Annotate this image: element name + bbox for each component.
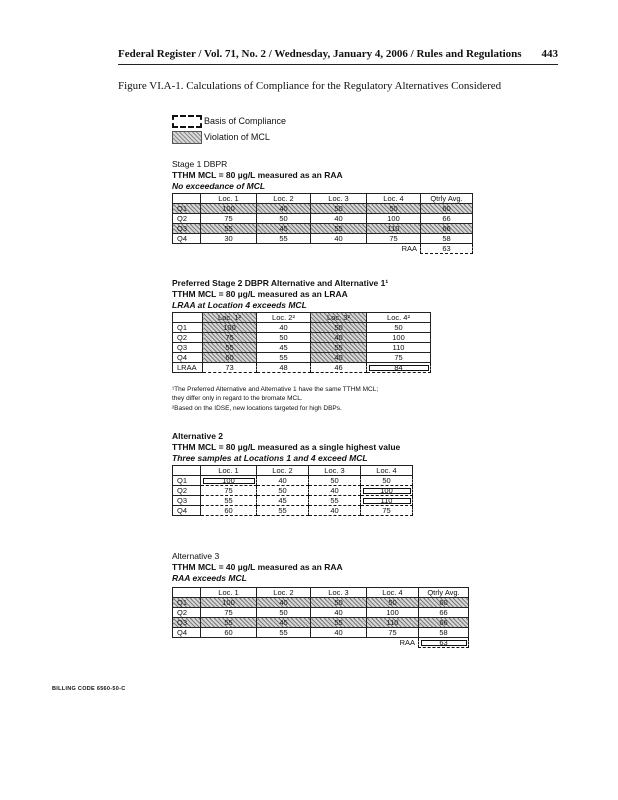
cell: 58 xyxy=(419,628,469,638)
cell: 110 xyxy=(361,496,413,506)
raa-label: RAA xyxy=(401,244,417,254)
raa-row xyxy=(173,638,469,648)
cell: 55 xyxy=(257,234,311,244)
row-label: Q3 xyxy=(173,343,203,353)
header-cell xyxy=(173,313,203,323)
s2-note-2: they differ only in regard to the bromate MCL. xyxy=(172,395,303,402)
header-cell: Qtrly Avg. xyxy=(419,588,469,598)
cell: 40 xyxy=(257,204,311,214)
header-cell: Loc. 2² xyxy=(257,313,311,323)
cell: 75 xyxy=(367,234,421,244)
s1-mcl: TTHM MCL = 80 µg/L measured as an RAA xyxy=(172,170,343,180)
s1-status: No exceedance of MCL xyxy=(172,181,266,191)
cell: 55 xyxy=(201,224,257,234)
raa-label: RAA xyxy=(399,638,415,648)
s3-title: Alternative 2 xyxy=(172,431,224,441)
s2-note-1: ¹The Preferred Alternative and Alternative 1 have the same TTHM MCL; xyxy=(172,386,379,393)
cell: 45 xyxy=(257,343,311,353)
cell: 75 xyxy=(201,214,257,224)
header-cell: Loc. 3 xyxy=(311,588,367,598)
s4-status: RAA exceeds MCL xyxy=(172,573,247,583)
cell: 50 xyxy=(309,476,361,486)
cell: 55 xyxy=(201,618,257,628)
table-row xyxy=(173,496,413,506)
cell: 50 xyxy=(367,204,421,214)
cell: 100 xyxy=(367,608,419,618)
s3-status: Three samples at Locations 1 and 4 exceed MCL xyxy=(172,453,368,463)
cell: 50 xyxy=(367,323,431,333)
s1-table xyxy=(172,193,473,254)
s4-mcl: TTHM MCL = 40 µg/L measured as an RAA xyxy=(172,562,343,572)
legend-label-basis: Basis of Compliance xyxy=(204,116,287,126)
cell: 75 xyxy=(201,608,257,618)
cell: 110 xyxy=(367,618,419,628)
cell: 100 xyxy=(201,476,257,486)
row-label: Q2 xyxy=(173,608,201,618)
row-label: Q4 xyxy=(173,353,203,363)
cell: 40 xyxy=(311,333,367,343)
cell: 55 xyxy=(201,496,257,506)
cell: 55 xyxy=(257,628,311,638)
cell: 55 xyxy=(203,343,257,353)
header-cell: Qtrly Avg. xyxy=(421,194,473,204)
table-row xyxy=(173,214,473,224)
row-label: Q4 xyxy=(173,628,201,638)
cell: 100 xyxy=(367,333,431,343)
row-label: Q1 xyxy=(173,476,201,486)
row-label: Q2 xyxy=(173,486,201,496)
header-cell: Loc. 3² xyxy=(311,313,367,323)
cell: 40 xyxy=(311,234,367,244)
s2-table xyxy=(172,312,431,373)
cell: 75 xyxy=(367,353,431,363)
cell: 84 xyxy=(367,363,431,373)
cell: 40 xyxy=(257,598,311,608)
cell: 60 xyxy=(421,204,473,214)
cell: 100 xyxy=(201,204,257,214)
legend-swatch-basis xyxy=(172,115,202,128)
header-cell: Loc. 4 xyxy=(361,466,413,476)
table-row xyxy=(173,608,469,618)
header-cell: Loc. 4 xyxy=(367,588,419,598)
cell: 75 xyxy=(201,486,257,496)
header-cell xyxy=(173,194,201,204)
header-rule xyxy=(118,64,558,65)
running-header xyxy=(118,48,558,64)
row-label: Q1 xyxy=(173,598,201,608)
row-label: Q3 xyxy=(173,496,201,506)
cell: 50 xyxy=(361,476,413,486)
header-cell xyxy=(173,588,201,598)
cell: 75 xyxy=(367,628,419,638)
table-header-row xyxy=(173,466,413,476)
cell: 45 xyxy=(257,496,309,506)
raa-row xyxy=(173,244,473,254)
legend-swatch-violation xyxy=(172,131,202,144)
table-row xyxy=(173,204,473,214)
table-row xyxy=(173,333,431,343)
cell: 60 xyxy=(419,598,469,608)
table-header-row xyxy=(173,194,473,204)
header-cell: Loc. 1 xyxy=(201,466,257,476)
figure-title: Figure VI.A-1. Calculations of Compliance for the Regulatory Alternatives Considered xyxy=(118,80,502,92)
cell: 40 xyxy=(257,323,311,333)
cell: 60 xyxy=(201,628,257,638)
cell: 40 xyxy=(311,608,367,618)
row-label: Q3 xyxy=(173,618,201,628)
cell: 60 xyxy=(203,353,257,363)
cell: 30 xyxy=(201,234,257,244)
cell: 66 xyxy=(421,224,473,234)
cell: 45 xyxy=(257,224,311,234)
table-header-row xyxy=(173,313,431,323)
cell: 100 xyxy=(201,598,257,608)
header-cell: Loc. 4 xyxy=(367,194,421,204)
cell: 55 xyxy=(311,618,367,628)
cell: 60 xyxy=(201,506,257,516)
cell: 40 xyxy=(257,476,309,486)
billing-code: BILLING CODE 6560-50-C xyxy=(52,686,126,692)
cell: 40 xyxy=(311,628,367,638)
header-cell: Loc. 3 xyxy=(311,194,367,204)
raa-value: 63 xyxy=(421,244,473,254)
row-label: Q2 xyxy=(173,214,201,224)
table-row xyxy=(173,506,413,516)
row-label: Q4 xyxy=(173,506,201,516)
table-row xyxy=(173,486,413,496)
s2-note-3: ²Based on the IDSE, new locations targeted for high DBPs. xyxy=(172,405,342,412)
cell: 48 xyxy=(257,363,311,373)
cell: 55 xyxy=(311,224,367,234)
cell: 73 xyxy=(203,363,257,373)
header-cell: Loc. 3 xyxy=(309,466,361,476)
table-row xyxy=(173,224,473,234)
table-row xyxy=(173,628,469,638)
row-label: Q2 xyxy=(173,333,203,343)
cell: 55 xyxy=(309,496,361,506)
cell: 100 xyxy=(203,323,257,333)
journal-line: Federal Register / Vol. 71, No. 2 / Wednesday, January 4, 2006 / Rules and Regulations xyxy=(118,48,522,60)
table-row xyxy=(173,353,431,363)
row-label: Q3 xyxy=(173,224,201,234)
s2-title: Preferred Stage 2 DBPR Alternative and Alternative 1¹ xyxy=(172,278,389,288)
cell: 40 xyxy=(311,353,367,363)
cell: 40 xyxy=(309,486,361,496)
cell: 55 xyxy=(257,353,311,363)
cell: 50 xyxy=(311,204,367,214)
cell: 100 xyxy=(367,214,421,224)
row-label: LRAA xyxy=(173,363,203,373)
header-cell: Loc. 2 xyxy=(257,194,311,204)
table-row xyxy=(173,476,413,486)
header-cell xyxy=(173,466,201,476)
s4-table xyxy=(172,587,469,648)
header-cell: Loc. 2 xyxy=(257,466,309,476)
cell: 40 xyxy=(311,214,367,224)
cell: 40 xyxy=(309,506,361,516)
cell: 110 xyxy=(367,343,431,353)
s2-status: LRAA at Location 4 exceeds MCL xyxy=(172,300,307,310)
s2-mcl: TTHM MCL = 80 µg/L measured as an LRAA xyxy=(172,289,348,299)
cell: 110 xyxy=(367,224,421,234)
cell: 100 xyxy=(361,486,413,496)
header-cell: Loc. 1 xyxy=(201,588,257,598)
table-row xyxy=(173,323,431,333)
cell: 50 xyxy=(257,608,311,618)
table-row xyxy=(173,234,473,244)
legend-label-violation: Violation of MCL xyxy=(204,132,270,142)
row-label: Q1 xyxy=(173,204,201,214)
cell: 55 xyxy=(257,506,309,516)
cell: 75 xyxy=(361,506,413,516)
s1-title: Stage 1 DBPR xyxy=(172,159,228,169)
table-row xyxy=(173,598,469,608)
row-label: Q4 xyxy=(173,234,201,244)
cell: 75 xyxy=(203,333,257,343)
cell: 58 xyxy=(421,234,473,244)
raa-value: 63 xyxy=(419,638,469,648)
s3-mcl: TTHM MCL = 80 µg/L measured as a single highest value xyxy=(172,442,401,452)
table-row xyxy=(173,343,431,353)
cell: 66 xyxy=(419,618,469,628)
cell: 66 xyxy=(419,608,469,618)
cell: 50 xyxy=(311,323,367,333)
header-cell: Loc. 1² xyxy=(203,313,257,323)
s3-table xyxy=(172,465,413,516)
cell: 66 xyxy=(421,214,473,224)
cell: 50 xyxy=(257,333,311,343)
cell: 46 xyxy=(311,363,367,373)
page-number: 443 xyxy=(541,48,558,60)
table-row xyxy=(173,618,469,628)
cell: 45 xyxy=(257,618,311,628)
header-cell: Loc. 4² xyxy=(367,313,431,323)
cell: 50 xyxy=(257,486,309,496)
lraa-row xyxy=(173,363,431,373)
cell: 50 xyxy=(257,214,311,224)
cell: 50 xyxy=(367,598,419,608)
cell: 50 xyxy=(311,598,367,608)
row-label: Q1 xyxy=(173,323,203,333)
header-cell: Loc. 1 xyxy=(201,194,257,204)
table-header-row xyxy=(173,588,469,598)
header-cell: Loc. 2 xyxy=(257,588,311,598)
s4-title: Alternative 3 xyxy=(172,551,220,561)
cell: 55 xyxy=(311,343,367,353)
